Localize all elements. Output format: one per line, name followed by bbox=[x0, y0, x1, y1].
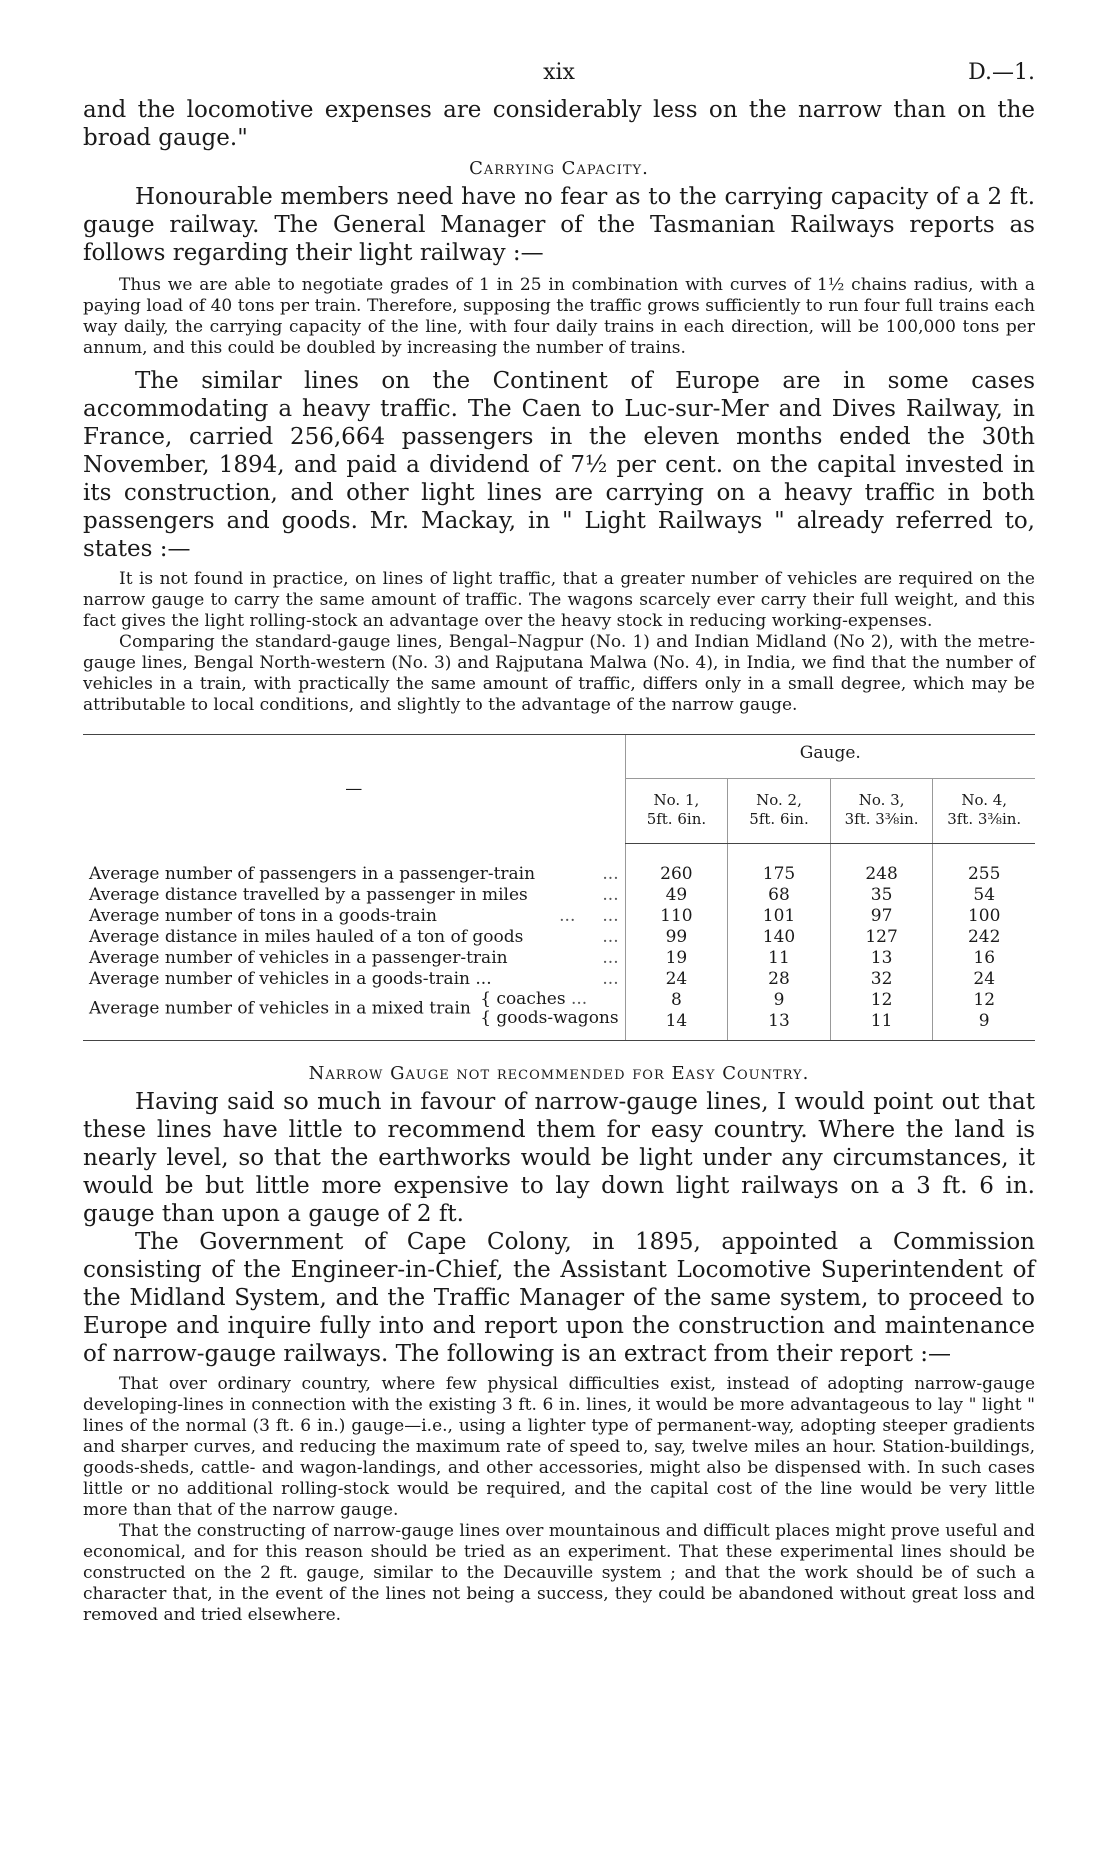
table-cell: 49 bbox=[625, 885, 728, 906]
table-cell: 11 bbox=[728, 948, 831, 969]
table-cell: 32 bbox=[830, 969, 933, 990]
row-label: Average number of vehicles in a mixed train { coaches ... { goods-wagons bbox=[83, 990, 625, 1041]
table-cell: 13 bbox=[830, 948, 933, 969]
table-cell: 260 bbox=[625, 844, 728, 886]
table-cell: 8 14 bbox=[625, 990, 728, 1041]
table-cell: 127 bbox=[830, 927, 933, 948]
row-label: Average number of passengers in a passenger-train ... bbox=[89, 863, 619, 884]
row-label: Average distance in miles hauled of a ton of goods ... bbox=[89, 927, 619, 947]
table-cell: 99 bbox=[625, 927, 728, 948]
table-row bbox=[83, 885, 1035, 906]
column-header: No. 4, 3ft. 3⅜in. bbox=[933, 779, 1035, 844]
quote-mackay-2: Comparing the standard-gauge lines, Bengal–Nagpur (No. 1) and Indian Midland (No 2), with the metre-gauge lines, Bengal North-western (No. 3) and Rajputana Malwa (No. 4), in India, we find that the number of vehicles in a train, with practically the same amount of traffic, differs only in a small degree, which may be attributable to local conditions, and slightly to the advantage of the narrow gauge. bbox=[83, 632, 1035, 715]
table-row bbox=[83, 948, 1035, 969]
paragraph-continent-lines: The similar lines on the Continent of Europe are in some cases accommodating a heavy traffic. The Caen to Luc-sur-Mer and Dives Railway, in France, carried 256,664 passengers in the eleven months ended the 30th November, 1894, and paid a dividend of 7½ per cent. on the capital invested in its construction, and other light lines are carrying on a heavy traffic in both passengers and goods. Mr. Mackay, in " Light Railways " already referred to, states :— bbox=[83, 368, 1035, 562]
table-cell: 12 11 bbox=[830, 990, 933, 1041]
table-cell: 248 bbox=[830, 844, 933, 886]
table-row bbox=[83, 844, 1035, 886]
table-cell: 175 bbox=[728, 844, 831, 886]
document-reference: D.—1. bbox=[968, 60, 1035, 85]
document-page bbox=[83, 60, 1035, 1626]
column-header: No. 3, 3ft. 3⅜in. bbox=[830, 779, 933, 844]
row-label: Average number of vehicles in a goods-train ... ... bbox=[89, 969, 619, 989]
paragraph-carrying-capacity: Honourable members need have no fear as to the carrying capacity of a 2 ft. gauge railway. The General Manager of the Tasmanian Railways reports as follows regarding their light railway :— bbox=[83, 184, 1035, 266]
table-cell: 110 bbox=[625, 906, 728, 927]
quote-tasmanian-report: Thus we are able to negotiate grades of 1 in 25 in combination with curves of 1½ chains radius, with a paying load of 40 tons per train. Therefore, supposing the traffic grows sufficiently to run four full trains each way daily, the carrying capacity of the line, with four daily trains in each direction, will be 100,000 tons per annum, and this could be doubled by increasing the number of trains. bbox=[83, 275, 1035, 358]
quote-commission-1: That over ordinary country, where few physical difficulties exist, instead of adopting narrow-gauge developing-lines in connection with the existing 3 ft. 6 in. lines, it would be more advantageous to lay " light " lines of the normal (3 ft. 6 in.) gauge—i.e., using a lighter type of permanent-way, adopting steeper gradients and sharper curves, and reducing the maximum rate of speed to, say, twelve miles an hour. Station-buildings, goods-sheds, cattle- and wagon-landings, and other accessories, might also be dispensed with. In such cases little or no additional rolling-stock would be required, and the capital cost of the line would be very little more than that of the narrow gauge. bbox=[83, 1374, 1035, 1520]
paragraph-cape-colony: The Government of Cape Colony, in 1895, appointed a Commission consisting of the Engineer-in-Chief, the Assistant Locomotive Superintendent of the Midland System, and the Traffic Manager of the same system, to proceed to Europe and inquire fully into and report upon the construction and maintenance of narrow-gauge railways. The following is an extract from their report :— bbox=[83, 1229, 1035, 1367]
table-cell: 54 bbox=[933, 885, 1035, 906]
table-cell: 101 bbox=[728, 906, 831, 927]
quote-mackay-1: It is not found in practice, on lines of light traffic, that a greater number of vehicles are required on the narrow gauge to carry the same amount of traffic. The wagons scarcely ever carry their full weight, and this fact gives the light rolling-stock an advantage over the heavy stock in reducing working-expenses. bbox=[83, 569, 1035, 631]
table-row bbox=[83, 906, 1035, 927]
row-label: Average distance travelled by a passenger in miles ... bbox=[89, 885, 619, 905]
page-header bbox=[83, 60, 1035, 96]
table-cell: 24 bbox=[933, 969, 1035, 990]
intro-quote-end: and the locomotive expenses are considerably less on the narrow than on the broad gauge." bbox=[83, 97, 1035, 151]
table-cell: 24 bbox=[625, 969, 728, 990]
table-cell: 140 bbox=[728, 927, 831, 948]
table-cell: 35 bbox=[830, 885, 933, 906]
table-corner: — bbox=[83, 735, 625, 844]
heading-narrow-gauge: Narrow Gauge not recommended for Easy Country. bbox=[308, 1063, 810, 1084]
table-cell: 255 bbox=[933, 844, 1035, 886]
table-row bbox=[83, 969, 1035, 990]
page-number: xix bbox=[543, 60, 575, 85]
table-cell: 19 bbox=[625, 948, 728, 969]
paragraph-easy-country: Having said so much in favour of narrow-gauge lines, I would point out that these lines have little to recommend them for easy country. Where the land is nearly level, so that the earthworks would be light under any circumstances, it would be but little more expensive to lay down light railways on a 3 ft. 6 in. gauge than upon a gauge of 2 ft. bbox=[83, 1089, 1035, 1227]
heading-carrying-capacity: Carrying Capacity. bbox=[469, 158, 649, 179]
table-cell: 28 bbox=[728, 969, 831, 990]
quote-commission-2: That the constructing of narrow-gauge lines over mountainous and difficult places might prove useful and economical, and for this reason should be tried as an experiment. That these experimental lines should be constructed on the 2 ft. gauge, similar to the Decauville system ; and that the work should be of such a character that, in the event of the lines not being a success, they could be abandoned without great loss and removed and tried elsewhere. bbox=[83, 1521, 1035, 1625]
gauge-comparison-table bbox=[83, 734, 1035, 1041]
column-header: No. 2, 5ft. 6in. bbox=[728, 779, 831, 844]
table-cell: 12 9 bbox=[933, 990, 1035, 1041]
row-label: Average number of tons in a goods-train ... ... bbox=[89, 906, 619, 926]
table-row bbox=[83, 927, 1035, 948]
table-cell: 16 bbox=[933, 948, 1035, 969]
table-row-mixed bbox=[83, 990, 1035, 1041]
table-group-header: Gauge. bbox=[625, 735, 1035, 779]
column-header: No. 1, 5ft. 6in. bbox=[625, 779, 728, 844]
table-cell: 97 bbox=[830, 906, 933, 927]
table-cell: 242 bbox=[933, 927, 1035, 948]
row-label: Average number of vehicles in a passenger-train ... bbox=[89, 948, 619, 968]
table-cell: 9 13 bbox=[728, 990, 831, 1041]
table-cell: 68 bbox=[728, 885, 831, 906]
table-cell: 100 bbox=[933, 906, 1035, 927]
